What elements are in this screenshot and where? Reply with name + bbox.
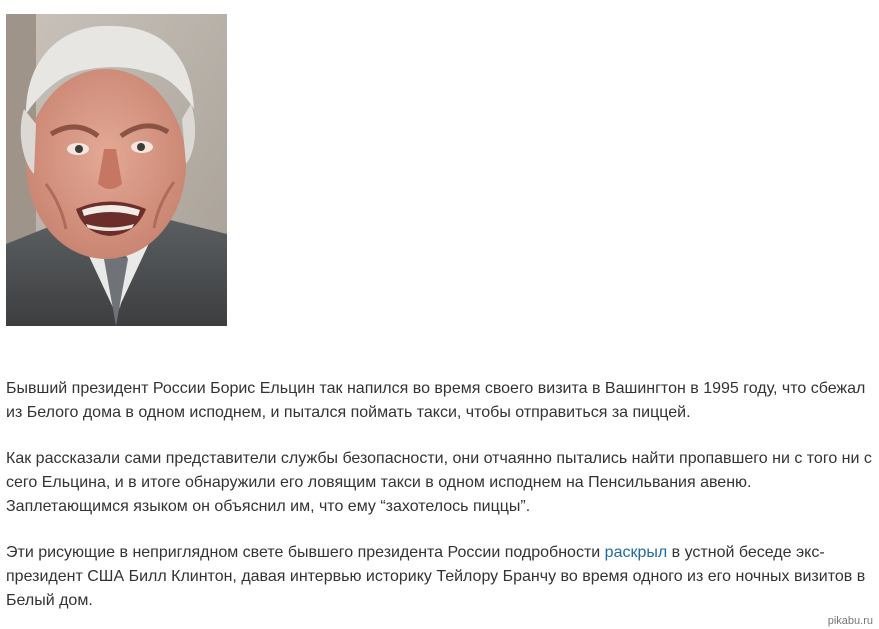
source-watermark: pikabu.ru xyxy=(827,615,873,627)
disclosed-link[interactable]: раскрыл xyxy=(604,544,668,561)
paragraph-3-text-after: в устной беседе экс-президент США Билл Клинтон, давая интервью историку Тейлору Бранчу во время одного из его ночных визитов в Белый дом. xyxy=(6,544,866,609)
paragraph-3-text-before: Эти рисующие в неприглядном свете бывшего президента России подробности xyxy=(6,544,605,561)
article-paragraph-1: Бывший президент России Борис Ельцин так напился во время своего визита в Вашингтон в 1995 году, что сбежал из Белого дома в одном исподнем, и пытался поймать такси, чтобы отправиться за пиццей. xyxy=(6,380,866,421)
article-body xyxy=(6,377,874,629)
article-paragraph-2: Как рассказали сами представители службы безопасности, они отчаянно пытались найти пропавшего ни с того ни с сего Ельцина, и в итоге обнаружили его ловящим такси в одном исподнем на Пенсильвания авеню. Заплетающимся языком он объяснил им, что ему “захотелось пиццы”. xyxy=(6,450,872,515)
article-paragraph-3 xyxy=(6,541,874,613)
article-photo xyxy=(6,14,227,326)
